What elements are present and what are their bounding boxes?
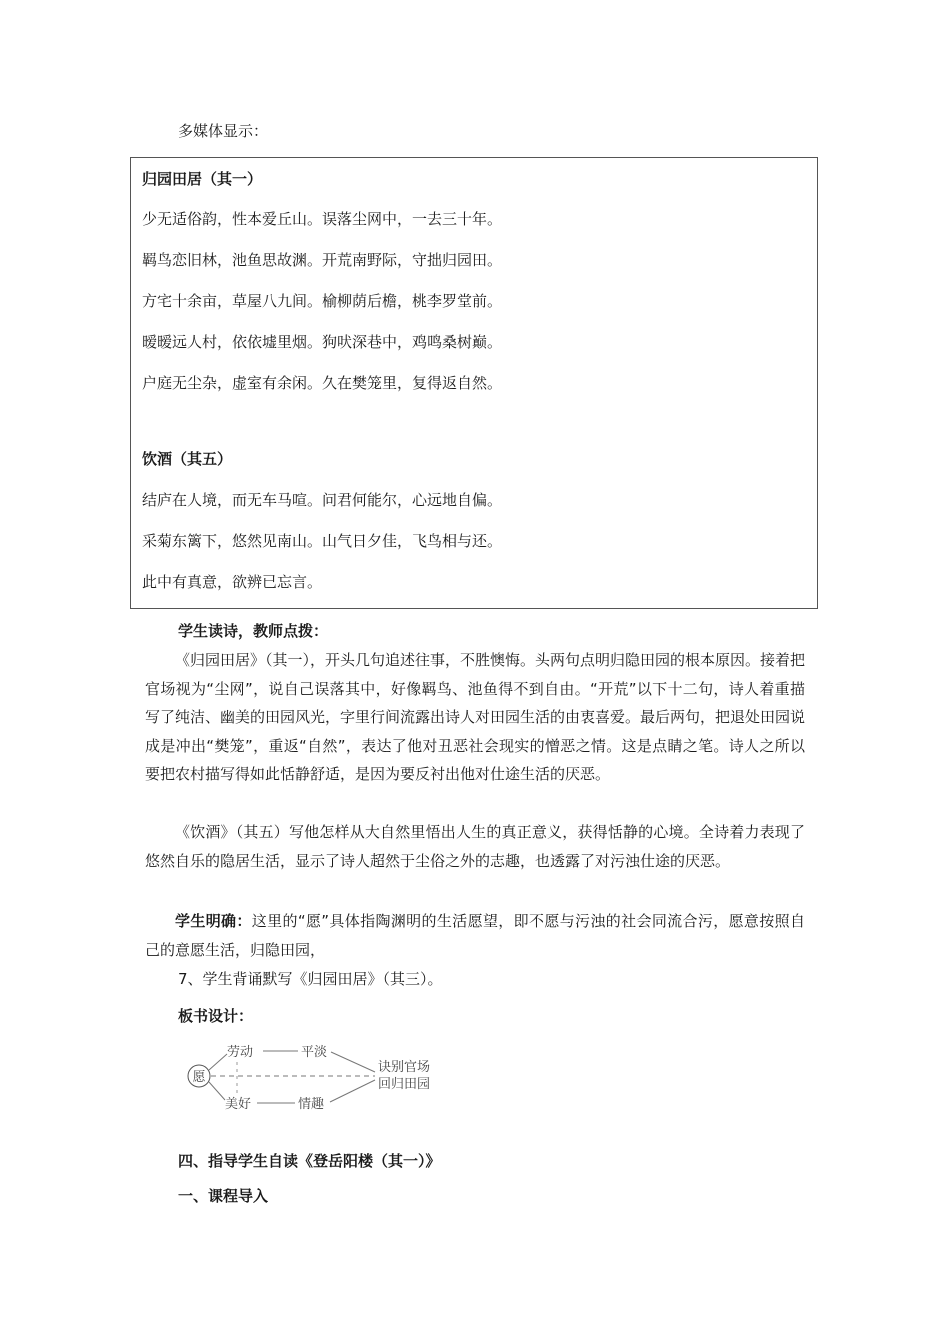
diagram-line: [331, 1052, 375, 1072]
poem2-title: 饮酒（其五）: [142, 450, 233, 468]
poem1-title: 归园田居（其一）: [142, 170, 263, 188]
diagram-bottom-right: 情趣: [298, 1097, 325, 1112]
diagram-line: [209, 1054, 227, 1070]
poem2-line: 采菊东篱下，悠然见南山。山气日夕佳，飞鸟相与还。: [142, 532, 503, 550]
poem1-line: 方宅十余亩，草屋八九间。榆柳荫后檐，桃李罗堂前。: [142, 292, 503, 310]
diagram-right-line1: 诀别官场: [378, 1060, 431, 1075]
section-4-heading: 四、指导学生自读《登岳阳楼（其一）》: [178, 1152, 441, 1170]
paragraph-poem1-analysis: 《归园田居》（其一），开头几句追述往事，不胜懊悔。头两句点明归隐田园的根本原因。接着把官场视为“尘网”，说自己误落其中，好像羁鸟、池鱼得不到自由。“开荒”以下十二句，诗人着重描写了纯洁、幽美的田园风光，字里行间流露出诗人对田园生活的由衷喜爱。最后两句，把退处田园说成是冲出“樊笼”，重返“自然”，表达了他对丑恶社会现实的憎恶之情。这是点睛之笔。诗人之所以要把农村描写得如此恬静舒适，是因为要反衬出他对仕途生活的厌恶。: [145, 651, 806, 783]
poem2-line: 结庐在人境，而无车马喧。问君何能尔，心远地自偏。: [142, 491, 503, 509]
diagram-bottom-left: 美好: [225, 1097, 252, 1112]
board-diagram: [185, 1040, 445, 1115]
paragraph-poem2-analysis: 《饮酒》（其五）写他怎样从大自然里悟出人生的真正意义，获得恬静的心境。全诗着力表现了悠然自乐的隐居生活，显示了诗人超然于尘俗之外的志趣，也透露了对污浊仕途的厌恶。: [145, 823, 805, 870]
poem1-line: 暧暧远人村，依依墟里烟。狗吠深巷中，鸡鸣桑树巅。: [142, 333, 503, 351]
poem-display-box: [130, 157, 818, 609]
diagram-line: [209, 1082, 225, 1100]
poem1-line: 户庭无尘杂，虚室有余闲。久在樊笼里，复得返自然。: [142, 374, 503, 392]
poem1-line: 羁鸟恋旧林，池鱼思故渊。开荒南野际，守拙归园田。: [142, 251, 503, 269]
poem2-line: 此中有真意，欲辨已忘言。: [142, 573, 323, 591]
intro-text: 多媒体显示：: [178, 122, 269, 140]
item-7: 7、学生背诵默写《归园田居》（其三）。: [178, 970, 443, 988]
conclusion-text: 这里的“愿”具体指陶渊明的生活愿望，即不愿与污浊的社会同流合污，愿意按照自己的意愿生活，归隐田园，: [145, 912, 805, 959]
diagram-line: [330, 1080, 375, 1102]
section-heading-read: 学生读诗，教师点拨：: [178, 622, 329, 640]
diagram-center: 愿: [192, 1070, 206, 1085]
diagram-top-left: 劳动: [227, 1045, 254, 1060]
poem1-line: 少无适俗韵，性本爱丘山。误落尘网中，一去三十年。: [142, 210, 503, 228]
paragraph-student-conclusion: [145, 907, 805, 964]
course-intro-heading: 一、课程导入: [178, 1187, 269, 1205]
diagram-top-right: 平淡: [301, 1045, 328, 1060]
diagram-right-line2: 回归田园: [378, 1077, 431, 1092]
conclusion-label: 学生明确：: [175, 912, 252, 930]
board-design-title: 板书设计：: [178, 1007, 254, 1025]
